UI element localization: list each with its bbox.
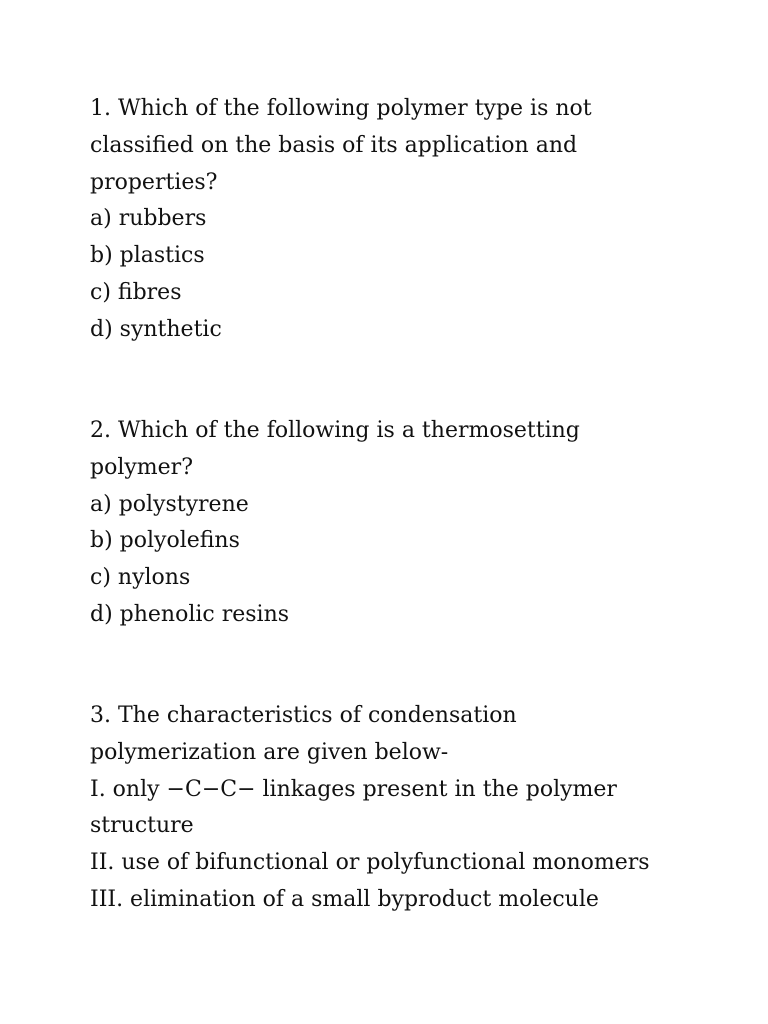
question-2-text-line-2: polymer?	[90, 454, 193, 480]
question-3-item-1-continued: structure	[90, 813, 194, 839]
question-2	[90, 413, 730, 634]
question-1-option-a: a) rubbers	[90, 206, 207, 232]
question-3-item-2: II. use of bifunctional or polyfunctional monomers	[90, 850, 650, 876]
question-1-text-line-3: properties?	[90, 169, 218, 195]
question-2-option-b: b) polyolefins	[90, 528, 240, 554]
question-1-text-line-2: classified on the basis of its application and	[90, 132, 578, 158]
question-2-text-line-1: 2. Which of the following is a thermosetting	[90, 418, 580, 443]
question-1-option-c: c) fibres	[90, 279, 182, 305]
question-3-text-line-2: polymerization are given below-	[90, 739, 449, 765]
question-1-text-line-1: 1. Which of the following polymer type is not	[90, 96, 592, 121]
question-2-option-d: d) phenolic resins	[90, 601, 290, 627]
question-3-text-line-1: 3. The characteristics of condensation	[90, 703, 517, 728]
question-3-item-1: I. only −C−C− linkages present in the polymer	[90, 776, 617, 802]
question-1-option-b: b) plastics	[90, 243, 205, 269]
question-2-option-c: c) nylons	[90, 565, 191, 591]
question-1-option-d: d) synthetic	[90, 316, 222, 342]
question-3-item-3: III. elimination of a small byproduct molecule	[90, 886, 599, 912]
question-2-option-a: a) polystyrene	[90, 491, 249, 517]
question-3	[90, 698, 730, 919]
question-1	[90, 91, 730, 349]
